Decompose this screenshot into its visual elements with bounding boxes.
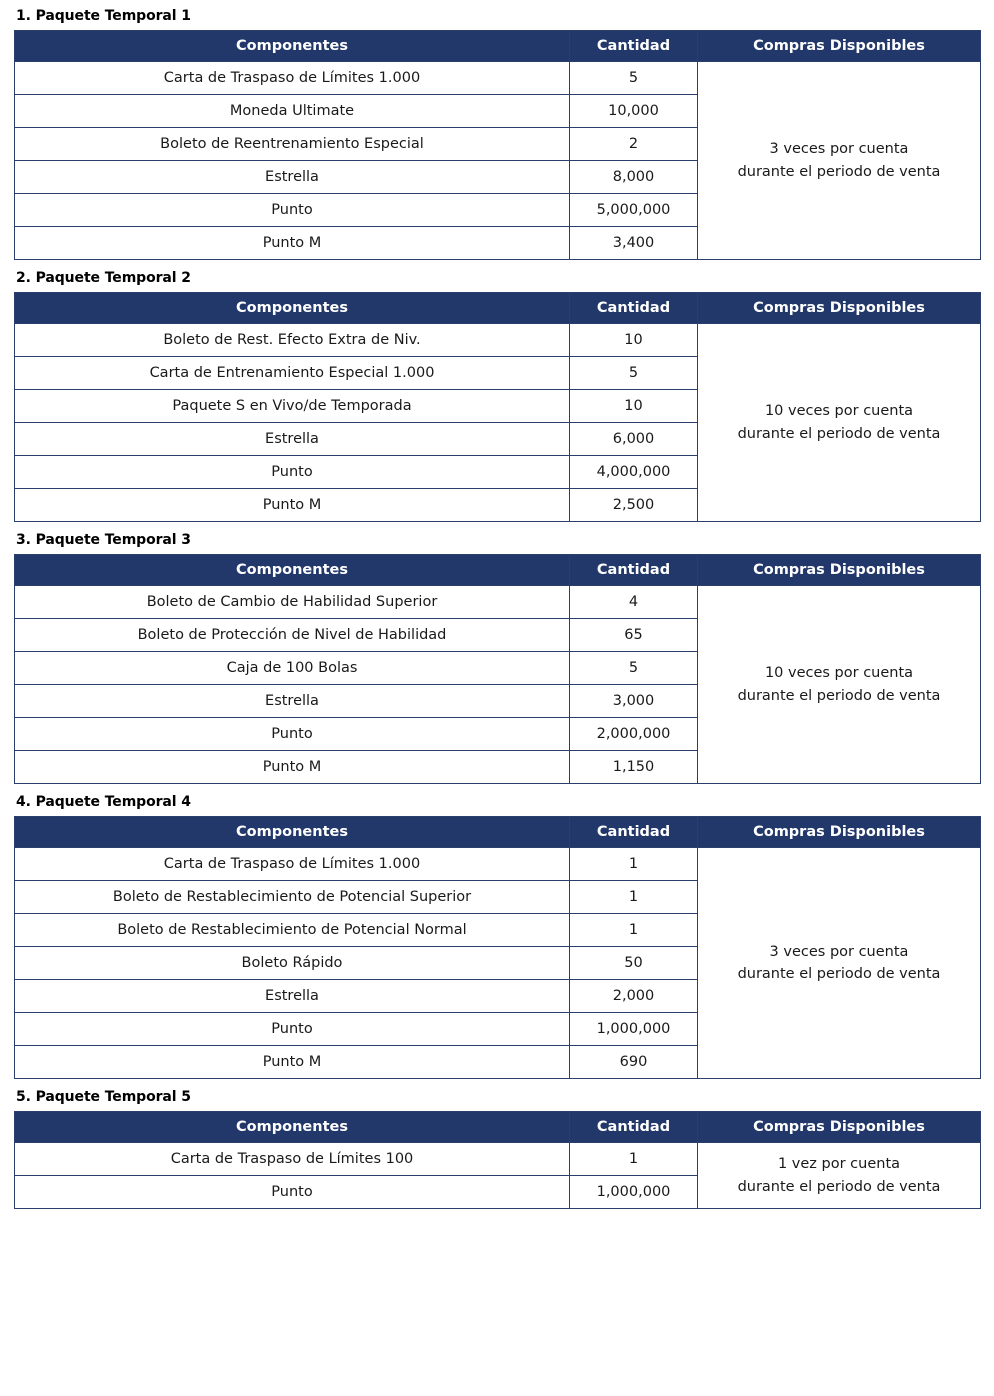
quantity-cell: 5	[570, 62, 698, 95]
component-cell: Punto	[15, 1176, 570, 1209]
package-table	[14, 554, 981, 784]
column-header-2: Compras Disponibles	[698, 1112, 981, 1143]
column-header-0: Componentes	[15, 555, 570, 586]
component-cell: Carta de Traspaso de Límites 100	[15, 1143, 570, 1176]
component-cell: Punto	[15, 1013, 570, 1046]
purchases-available-cell	[698, 324, 981, 522]
package-block	[14, 8, 980, 260]
table-row	[15, 1143, 981, 1176]
column-header-1: Cantidad	[570, 555, 698, 586]
package-table	[14, 816, 981, 1079]
packages-container	[14, 8, 980, 1209]
package-title: 4. Paquete Temporal 4	[16, 794, 191, 810]
purchases-line-1: 3 veces por cuenta	[769, 943, 909, 960]
quantity-cell: 1,000,000	[570, 1176, 698, 1209]
component-cell: Punto	[15, 194, 570, 227]
quantity-cell: 8,000	[570, 161, 698, 194]
component-cell: Carta de Traspaso de Límites 1.000	[15, 62, 570, 95]
purchases-line-2: durante el periodo de venta	[737, 966, 941, 982]
column-header-2: Compras Disponibles	[698, 31, 981, 62]
table-row	[15, 848, 981, 881]
quantity-cell: 1	[570, 914, 698, 947]
component-cell: Caja de 100 Bolas	[15, 652, 570, 685]
component-cell: Estrella	[15, 423, 570, 456]
quantity-cell: 65	[570, 619, 698, 652]
quantity-cell: 690	[570, 1046, 698, 1079]
column-header-0: Componentes	[15, 817, 570, 848]
quantity-cell: 5	[570, 357, 698, 390]
package-block	[14, 1089, 980, 1209]
package-table	[14, 292, 981, 522]
package-table	[14, 1111, 981, 1209]
package-title: 1. Paquete Temporal 1	[16, 8, 191, 24]
quantity-cell: 1	[570, 1143, 698, 1176]
component-cell: Carta de Entrenamiento Especial 1.000	[15, 357, 570, 390]
table-row	[15, 324, 981, 357]
column-header-0: Componentes	[15, 1112, 570, 1143]
purchases-line-1: 10 veces por cuenta	[764, 403, 914, 420]
quantity-cell: 10,000	[570, 95, 698, 128]
quantity-cell: 4	[570, 586, 698, 619]
purchases-line-1: 3 veces por cuenta	[769, 141, 909, 158]
component-cell: Estrella	[15, 161, 570, 194]
purchases-line-2: durante el periodo de venta	[737, 163, 941, 180]
component-cell: Punto	[15, 456, 570, 489]
table-header-row	[15, 555, 981, 586]
purchases-available-cell	[698, 1143, 981, 1209]
quantity-cell: 4,000,000	[570, 456, 698, 489]
column-header-0: Componentes	[15, 31, 570, 62]
purchases-line-1: 1 vez por cuenta	[777, 1156, 901, 1173]
column-header-1: Cantidad	[570, 817, 698, 848]
purchases-line-2: durante el periodo de venta	[737, 1178, 941, 1195]
quantity-cell: 5	[570, 652, 698, 685]
purchases-available-cell	[698, 848, 981, 1079]
quantity-cell: 10	[570, 390, 698, 423]
table-header-row	[15, 293, 981, 324]
quantity-cell: 1,150	[570, 751, 698, 784]
column-header-0: Componentes	[15, 293, 570, 324]
purchases-available-cell	[698, 586, 981, 784]
component-cell: Moneda Ultimate	[15, 95, 570, 128]
quantity-cell: 1	[570, 848, 698, 881]
column-header-1: Cantidad	[570, 1112, 698, 1143]
table-header-row	[15, 1112, 981, 1143]
component-cell: Carta de Traspaso de Límites 1.000	[15, 848, 570, 881]
column-header-2: Compras Disponibles	[698, 293, 981, 324]
column-header-1: Cantidad	[570, 293, 698, 324]
package-block	[14, 794, 980, 1079]
quantity-cell: 1	[570, 881, 698, 914]
package-title: 5. Paquete Temporal 5	[16, 1089, 191, 1105]
component-cell: Punto M	[15, 489, 570, 522]
component-cell: Estrella	[15, 980, 570, 1013]
quantity-cell: 2,000	[570, 980, 698, 1013]
component-cell: Punto M	[15, 751, 570, 784]
column-header-1: Cantidad	[570, 31, 698, 62]
quantity-cell: 2,000,000	[570, 718, 698, 751]
component-cell: Boleto de Reentrenamiento Especial	[15, 128, 570, 161]
column-header-2: Compras Disponibles	[698, 817, 981, 848]
quantity-cell: 2	[570, 128, 698, 161]
package-block	[14, 270, 980, 522]
component-cell: Punto	[15, 718, 570, 751]
component-cell: Boleto de Cambio de Habilidad Superior	[15, 586, 570, 619]
component-cell: Paquete S en Vivo/de Temporada	[15, 390, 570, 423]
purchases-available-cell	[698, 62, 981, 260]
component-cell: Boleto Rápido	[15, 947, 570, 980]
quantity-cell: 1,000,000	[570, 1013, 698, 1046]
component-cell: Boleto de Restablecimiento de Potencial Superior	[15, 881, 570, 914]
quantity-cell: 6,000	[570, 423, 698, 456]
quantity-cell: 2,500	[570, 489, 698, 522]
table-row	[15, 62, 981, 95]
purchases-line-1: 10 veces por cuenta	[764, 665, 914, 682]
component-cell: Punto M	[15, 227, 570, 260]
component-cell: Boleto de Rest. Efecto Extra de Niv.	[15, 324, 570, 357]
package-title: 2. Paquete Temporal 2	[16, 270, 191, 286]
component-cell: Punto M	[15, 1046, 570, 1079]
purchases-line-2: durante el periodo de venta	[737, 425, 941, 442]
package-table	[14, 30, 981, 260]
component-cell: Boleto de Protección de Nivel de Habilidad	[15, 619, 570, 652]
component-cell: Boleto de Restablecimiento de Potencial Normal	[15, 914, 570, 947]
table-row	[15, 586, 981, 619]
component-cell: Estrella	[15, 685, 570, 718]
page-bottom-spacer	[14, 1219, 980, 1223]
package-title: 3. Paquete Temporal 3	[16, 532, 191, 548]
quantity-cell: 3,000	[570, 685, 698, 718]
column-header-2: Compras Disponibles	[698, 555, 981, 586]
quantity-cell: 50	[570, 947, 698, 980]
table-header-row	[15, 817, 981, 848]
purchases-line-2: durante el periodo de venta	[737, 687, 941, 704]
package-block	[14, 532, 980, 784]
quantity-cell: 3,400	[570, 227, 698, 260]
quantity-cell: 10	[570, 324, 698, 357]
table-header-row	[15, 31, 981, 62]
quantity-cell: 5,000,000	[570, 194, 698, 227]
